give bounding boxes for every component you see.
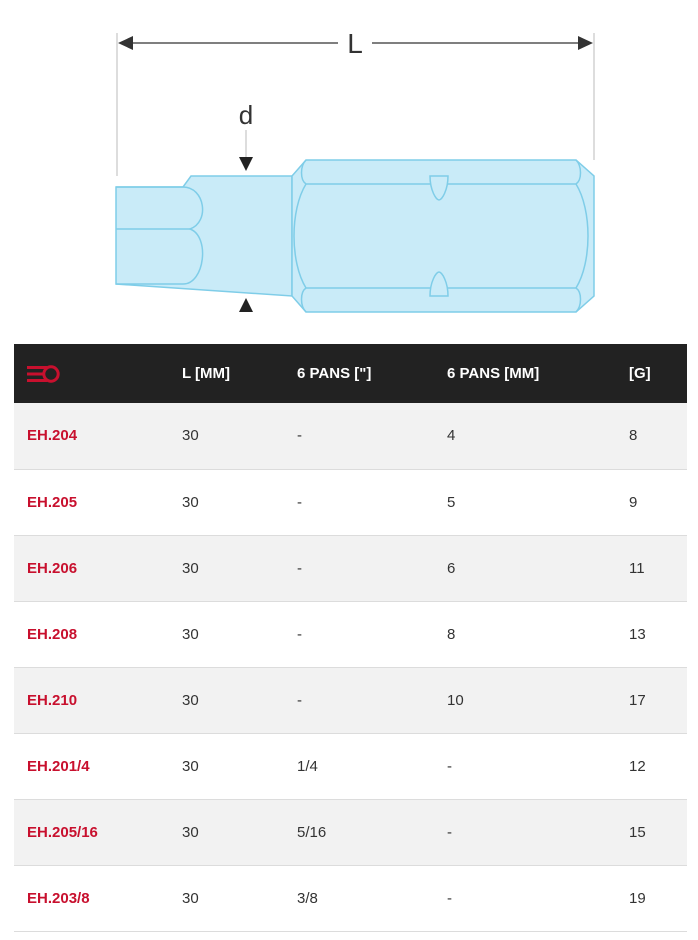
hex-mm-value: - <box>447 889 452 907</box>
hex-mm-value: - <box>447 823 452 841</box>
product-reference[interactable]: EH.204 <box>27 427 78 445</box>
hex-inch-value: - <box>297 493 302 511</box>
table-row <box>14 799 687 865</box>
hex-mm-value: 10 <box>447 691 464 709</box>
facom-logo-icon <box>27 365 61 383</box>
product-reference[interactable]: EH.205/16 <box>27 823 98 841</box>
table-row <box>14 469 687 535</box>
product-reference[interactable]: EH.203/8 <box>27 889 90 907</box>
spec-table <box>14 344 687 932</box>
length-value: 30 <box>182 559 199 577</box>
table-row <box>14 667 687 733</box>
col-header-hex-inch: 6 PANS ["] <box>297 365 372 382</box>
table-row <box>14 865 687 931</box>
hex-inch-value: - <box>297 625 302 643</box>
diameter-label: d <box>238 100 254 130</box>
header-brand-cell <box>14 344 172 403</box>
product-reference[interactable]: EH.206 <box>27 559 78 577</box>
hex-mm-value: 5 <box>447 493 456 511</box>
weight-value: 15 <box>629 823 646 841</box>
weight-value: 13 <box>629 625 646 643</box>
weight-value: 12 <box>629 757 646 775</box>
screwdriver-bit-drawing <box>116 160 594 312</box>
length-label: L <box>347 28 363 59</box>
table-row <box>14 733 687 799</box>
product-reference[interactable]: EH.210 <box>27 691 78 709</box>
col-header-hex-mm: 6 PANS [MM] <box>447 365 540 382</box>
length-value: 30 <box>182 691 199 709</box>
product-reference[interactable]: EH.205 <box>27 493 78 511</box>
col-header-weight: [G] <box>629 365 651 382</box>
product-reference[interactable]: EH.201/4 <box>27 757 90 775</box>
length-value: 30 <box>182 823 199 841</box>
hex-inch-value: - <box>297 427 302 445</box>
length-value: 30 <box>182 493 199 511</box>
product-reference[interactable]: EH.208 <box>27 625 78 643</box>
hex-mm-value: 6 <box>447 559 456 577</box>
length-value: 30 <box>182 625 199 643</box>
weight-value: 8 <box>629 427 638 445</box>
hex-inch-value: 5/16 <box>297 823 327 841</box>
hex-inch-value: - <box>297 559 302 577</box>
hex-inch-value: - <box>297 691 302 709</box>
weight-value: 11 <box>629 559 645 577</box>
table-header-row <box>14 344 687 403</box>
length-value: 30 <box>182 889 199 907</box>
hex-mm-value: 8 <box>447 625 456 643</box>
hex-mm-value: 4 <box>447 427 456 445</box>
col-header-length: L [MM] <box>182 365 231 382</box>
table-row <box>14 535 687 601</box>
table-row <box>14 403 687 469</box>
hex-inch-value: 3/8 <box>297 889 318 907</box>
weight-value: 9 <box>629 493 638 511</box>
weight-value: 19 <box>629 889 646 907</box>
length-value: 30 <box>182 427 199 445</box>
hex-mm-value: - <box>447 757 452 775</box>
bit-dimension-diagram <box>0 0 698 330</box>
table-row <box>14 601 687 667</box>
length-value: 30 <box>182 757 199 775</box>
hex-inch-value: 1/4 <box>297 757 318 775</box>
weight-value: 17 <box>629 691 646 709</box>
